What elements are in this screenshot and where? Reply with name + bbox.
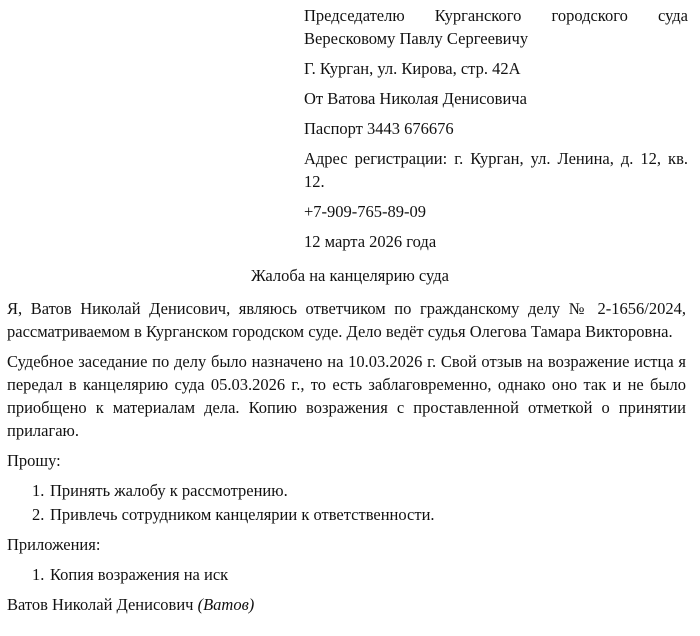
handwritten-signature: (Ватов) — [197, 595, 255, 614]
addressee-recipient: Председателю Курганского городского суда Вересковому Павлу Сергеевичу — [304, 6, 688, 48]
court-address: Г. Курган, ул. Кирова, стр. 42А — [304, 59, 521, 78]
list-item — [7, 479, 686, 502]
request-label: Прошу: — [7, 451, 61, 470]
document-title: Жалоба на канцелярию суда — [251, 266, 449, 285]
list-item-number: 1. — [32, 565, 45, 584]
document-date: 12 марта 2026 года — [304, 232, 437, 251]
list-item-text: Привлечь сотрудником канцелярии к ответственности. — [50, 505, 435, 524]
sender-passport: Паспорт 3443 676676 — [304, 119, 454, 138]
body-paragraph: Я, Ватов Николай Денисович, являюсь ответчиком по гражданскому делу № 2-1656/2024, рассматриваемом в Курганском городском суде. Дело ведёт судья Олегова Тамара Викторовна. — [7, 299, 686, 341]
list-item — [7, 563, 686, 586]
document-body — [7, 297, 686, 616]
sender-registration: Адрес регистрации: г. Курган, ул. Ленина, д. 12, кв. 12. — [304, 149, 688, 191]
list-item — [7, 503, 686, 526]
addressee-block — [304, 4, 688, 260]
list-item-text: Копия возражения на иск — [50, 565, 229, 584]
list-item-number: 1. — [32, 481, 45, 500]
list-item-text: Принять жалобу к рассмотрению. — [50, 481, 288, 500]
sender-name: От Ватова Николая Денисовича — [304, 89, 527, 108]
signature-name: Ватов Николай Денисович — [7, 595, 194, 614]
signature-line — [7, 593, 686, 616]
attachments-list — [7, 563, 686, 586]
body-paragraph: Судебное заседание по делу было назначено на 10.03.2026 г. Свой отзыв на возражение истца я передал в канцелярию суда 05.03.2026 г., то есть заблаговременно, однако оно так и не было приобщено к материалам дела. Копию возражения с проставленной отметкой о принятии прилагаю. — [7, 352, 686, 440]
list-item-number: 2. — [32, 505, 45, 524]
attachments-label: Приложения: — [7, 535, 101, 554]
request-list — [7, 479, 686, 526]
sender-phone: +7-909-765-89-09 — [304, 202, 427, 221]
